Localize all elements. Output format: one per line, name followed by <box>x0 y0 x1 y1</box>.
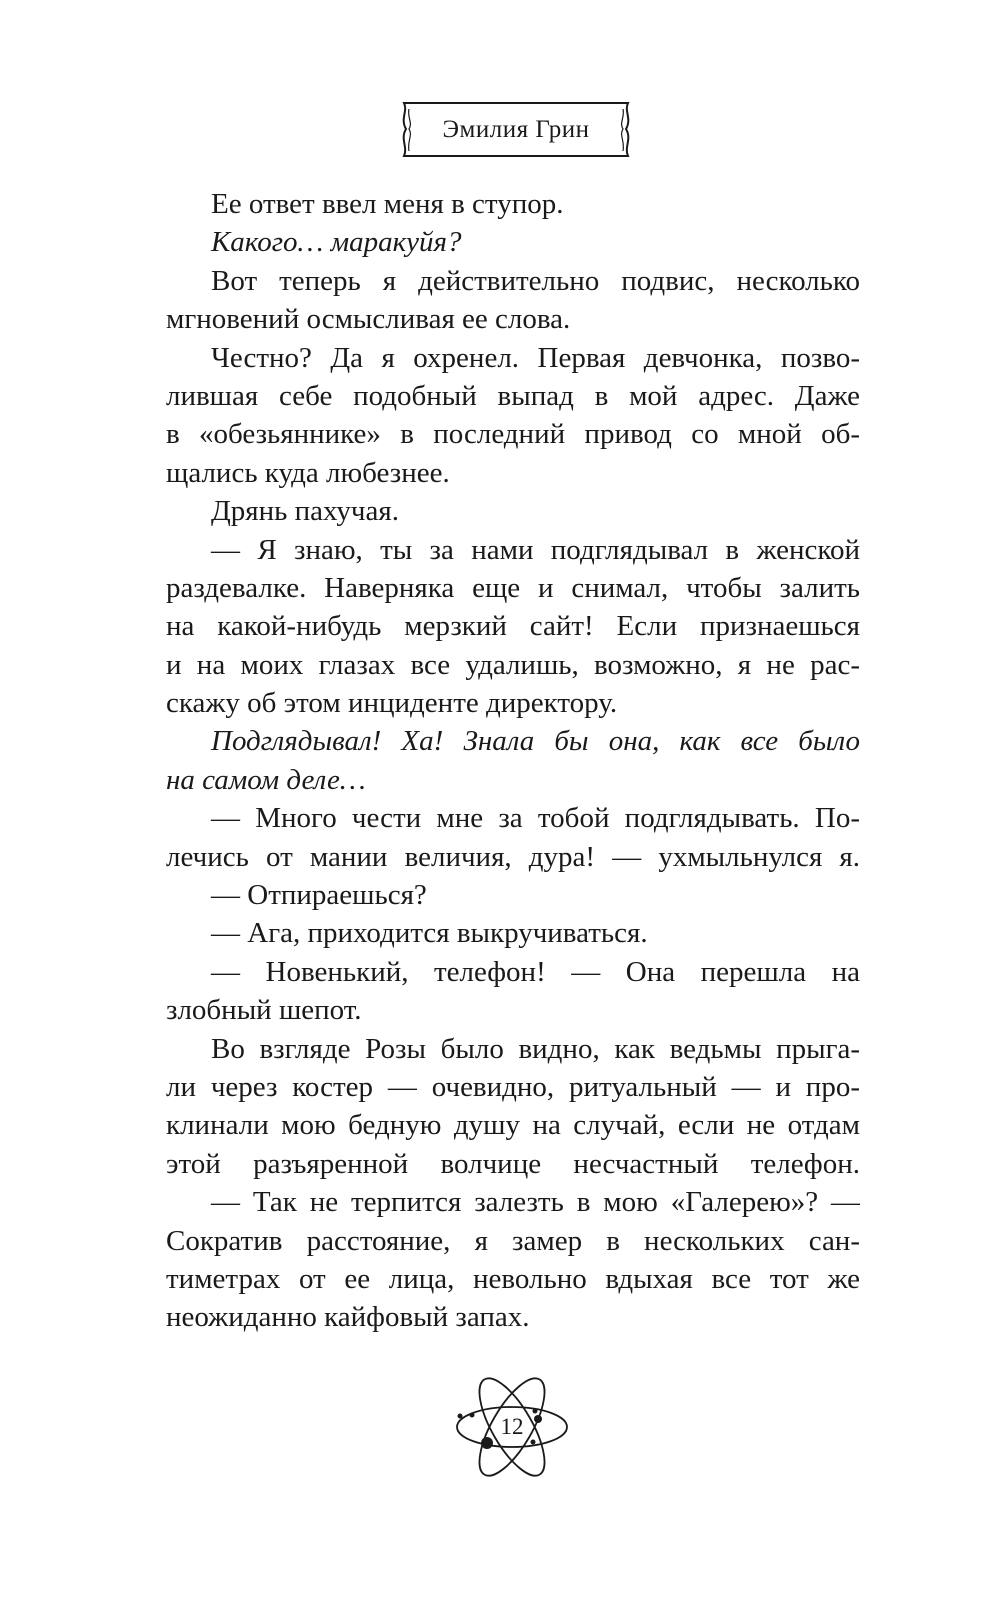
page-text <box>166 185 860 1337</box>
page-number: 12 <box>500 1414 524 1439</box>
text-line-italic: Какого… маракуйя? <box>211 226 462 259</box>
text-line: раздевалке. Наверняка еще и снимал, чтобы залить <box>166 571 860 604</box>
text-line: Вот теперь я действительно подвис, несколько <box>211 264 860 297</box>
text-line: мгновений осмысливая ее слова. <box>166 303 571 336</box>
text-line: на какой-нибудь мерзкий сайт! Если признаешься <box>166 610 860 643</box>
text-line: и на моих глазах все удалишь, возможно, я не рас- <box>166 648 860 681</box>
text-line: — Я знаю, ты за нами подглядывал в женской <box>211 533 860 566</box>
text-line: неожиданно кайфовый запах. <box>166 1301 530 1334</box>
text-line: в «обезьяннике» в последний привод со мной об- <box>166 418 860 451</box>
text-line: — Ага, приходится выкручиваться. <box>211 917 648 950</box>
text-line: скажу об этом инциденте директору. <box>166 687 618 720</box>
text-line: лившая себе подобный выпад в мой адрес. Даже <box>166 379 860 412</box>
author-name: Эмилия Грин <box>442 116 590 143</box>
text-line: — Отпираешься? <box>211 879 427 912</box>
text-line: щались куда любезнее. <box>166 456 450 489</box>
text-line: — Новенький, телефон! — Она перешла на <box>211 955 860 988</box>
text-line: этой разъяренной волчице несчастный телефон. <box>166 1147 860 1180</box>
text-line: злобный шепот. <box>166 994 362 1027</box>
text-line: тиметрах от ее лица, невольно вдыхая все тот же <box>166 1262 860 1295</box>
running-header <box>398 101 634 158</box>
text-line: клинали мою бедную душу на случай, если не отдам <box>166 1109 860 1142</box>
text-line: Во взгляде Розы было видно, как ведьмы прыга- <box>211 1032 860 1065</box>
page-number-ornament <box>450 1365 574 1489</box>
text-line-italic: Подглядывал! Ха! Знала бы она, как все было <box>211 725 860 758</box>
text-line: лечись от мании величия, дура! — ухмыльнулся я. <box>166 840 860 873</box>
text-line: Честно? Да я охренел. Первая девчонка, позво- <box>211 341 860 374</box>
text-line: Дрянь пахучая. <box>211 495 399 528</box>
text-line: Ее ответ ввел меня в ступор. <box>211 188 564 220</box>
text-line: ли через костер — очевидно, ритуальный — и про- <box>166 1070 860 1103</box>
text-line-italic: на самом деле… <box>166 763 366 796</box>
text-line: Сократив расстояние, я замер в нескольких сан- <box>166 1224 860 1257</box>
text-line: — Так не терпится залезть в мою «Галерею»? — <box>211 1186 860 1219</box>
text-line: — Много чести мне за тобой подглядывать. По- <box>211 802 860 835</box>
